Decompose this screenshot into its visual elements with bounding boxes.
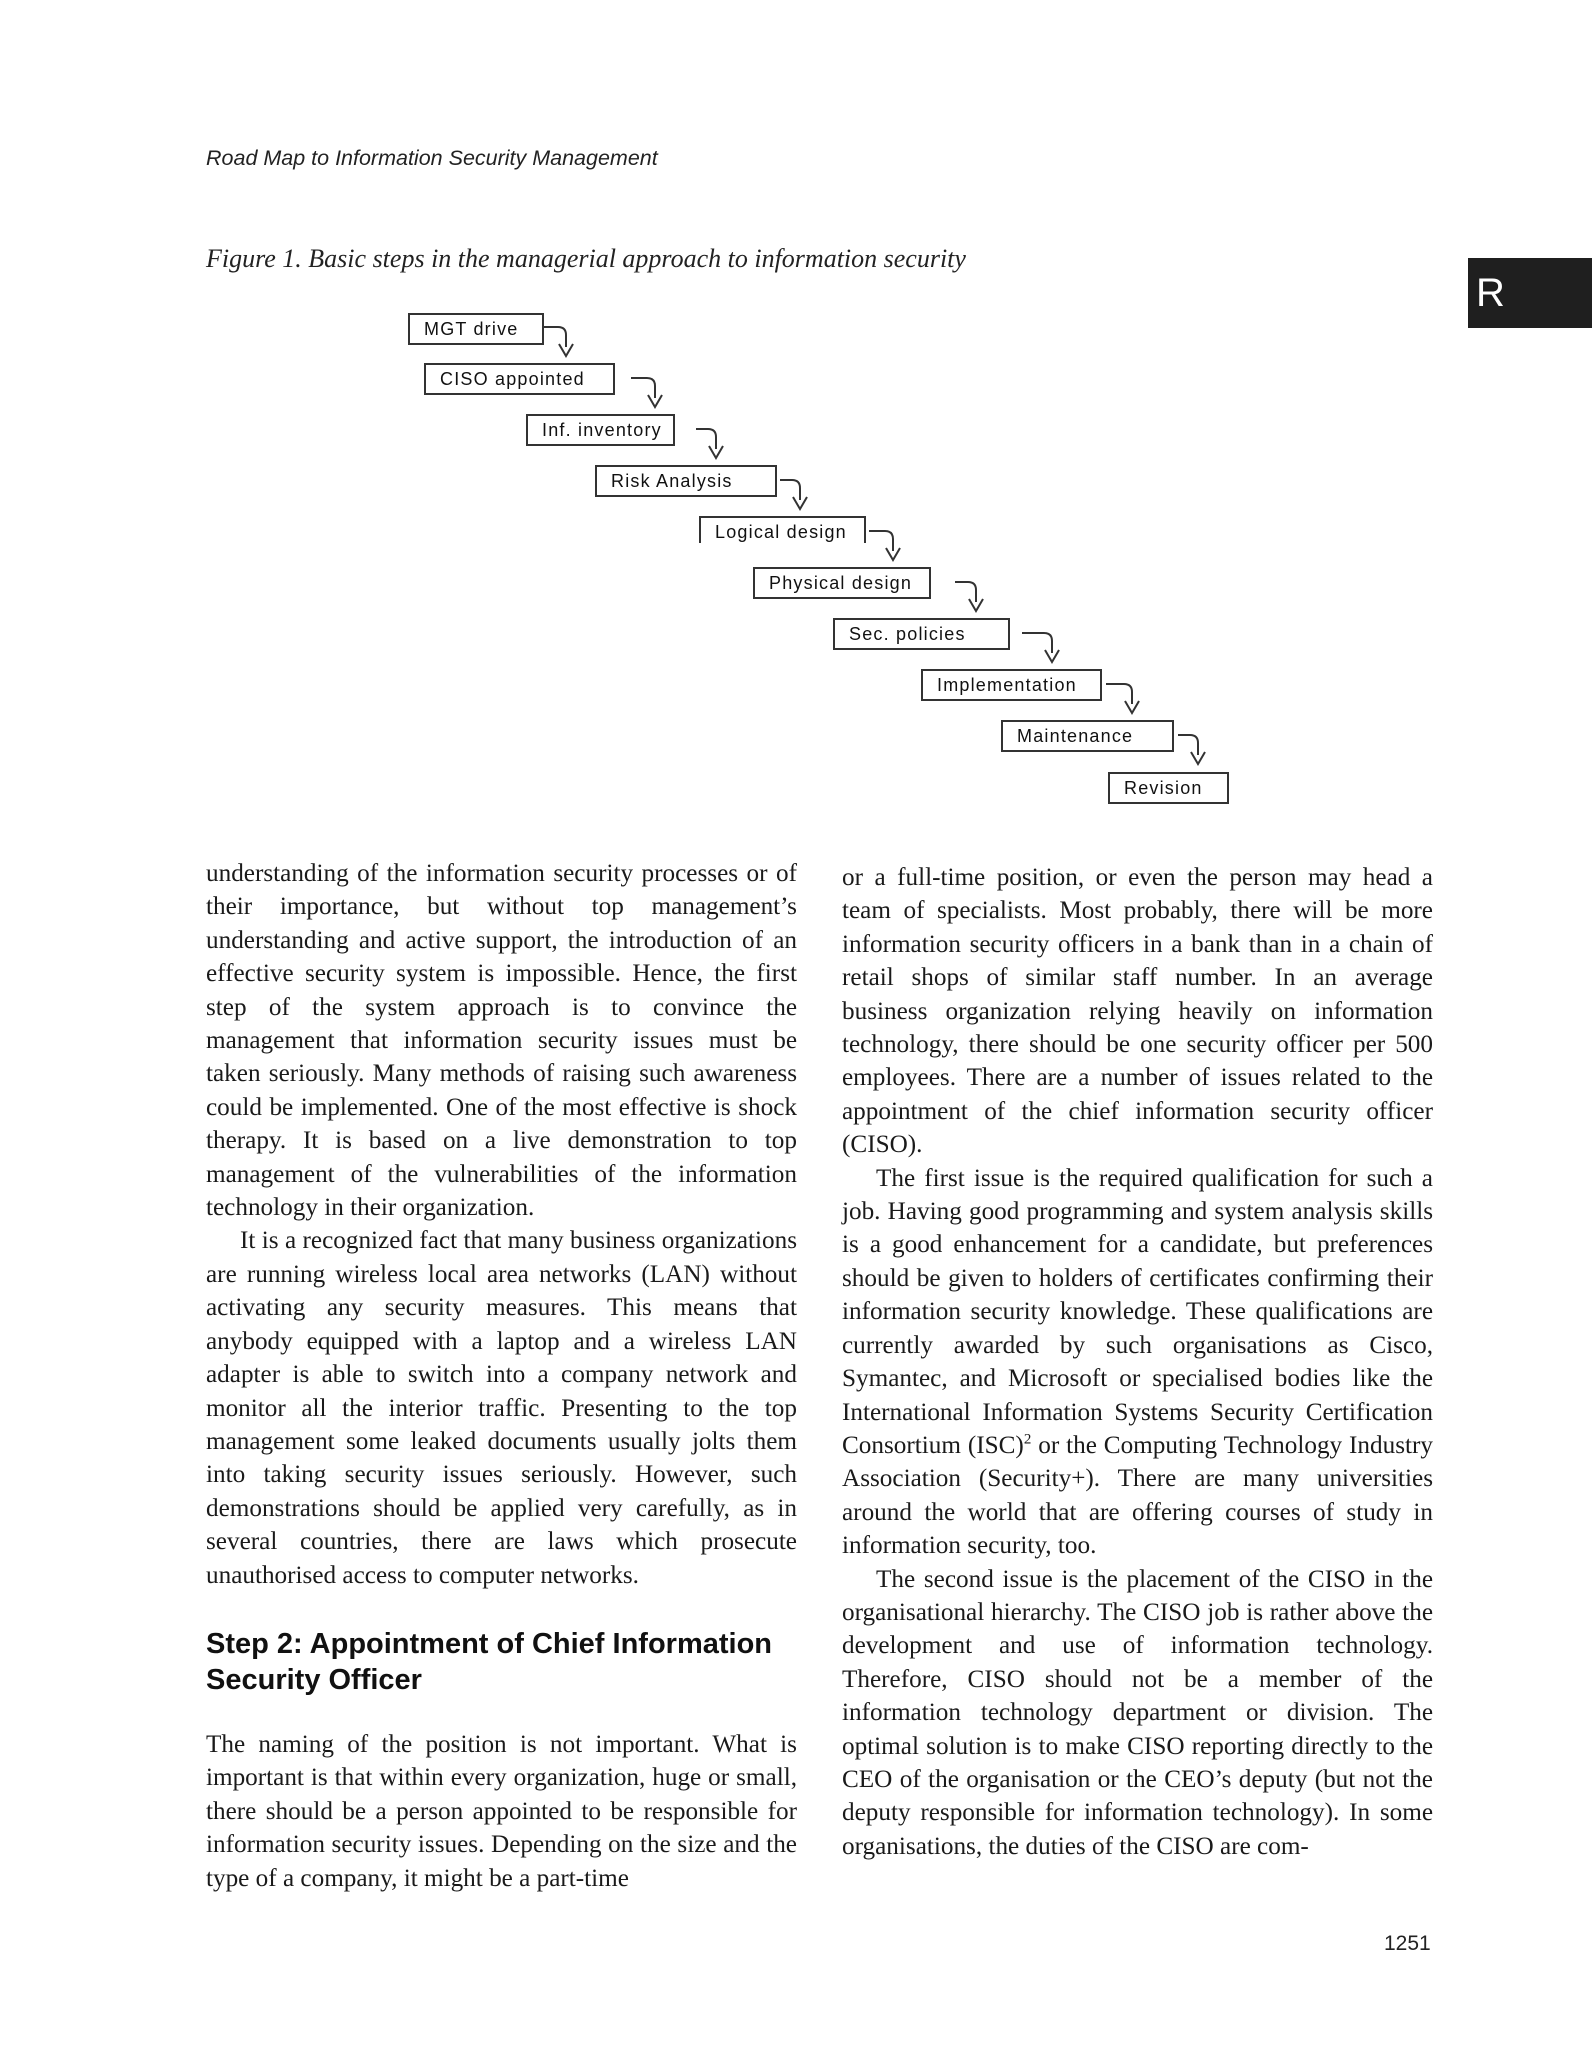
arrow-4-icon: [780, 480, 807, 509]
body-paragraph: [842, 1162, 1433, 1563]
left-column: [206, 857, 797, 1895]
arrow-3-icon: [696, 429, 723, 458]
footnote-superscript: 2: [1023, 1431, 1032, 1448]
step-box-maintenance: Maintenance: [1001, 720, 1174, 752]
section-heading: Step 2: Appointment of Chief Information Security Officer: [206, 1627, 772, 1696]
arrow-8-icon: [1106, 684, 1139, 713]
running-header: Road Map to Information Security Management: [206, 146, 658, 170]
body-paragraph: It is a recognized fact that many business organizations are running wireless local area networks (LAN) without activating any security measures. This means that anybody equipped with a laptop and a wireless LAN adapter is able to switch into a company network and monitor all the interior traffic. Presenting to the top management some leaked documents usually jolts them into taking security issues seriously. However, such demonstrations should be applied very carefully, as in several countries, there are laws which prosecute unauthorised access to computer networks.: [206, 1227, 797, 1589]
step-box-implementation: Implementation: [921, 669, 1102, 701]
paragraph-text: or the Computing Technology Industry Association (Security+). There are many universities around the world that are offering courses of study in information security, too.: [842, 1431, 1433, 1560]
step-box-physical-design: Physical design: [753, 567, 931, 599]
step-box-sec-policies: Sec. policies: [833, 618, 1010, 650]
figure-caption: Figure 1. Basic steps in the managerial approach to information security: [206, 244, 966, 273]
arrow-5-icon: [869, 531, 900, 560]
arrow-6-icon: [955, 582, 983, 611]
arrow-1-icon: [544, 327, 573, 356]
body-paragraph: or a full-time position, or even the person may head a team of specialists. Most probably, there will be more information security officers in a bank than in a chain of retail shops of similar staff number. In an average business organization relying heavily on information technology, there should be one security officer per 500 employees. There are a number of issues related to the appointment of the chief information security officer (CISO).: [842, 864, 1433, 1159]
page-number: 1251: [1384, 1932, 1431, 1955]
arrow-9-icon: [1178, 735, 1205, 764]
paragraph-text: The first issue is the required qualification for such a job. Having good programming and system analysis skills is a good enhancement for a candidate, but preferences should be given to holders of certificates confirming their information security knowledge. These qualifications are currently awarded by such organisations as Cisco, Symantec, and Microsoft or specialised bodies like the International Information Systems Security Certification Consortium (ISC): [842, 1164, 1433, 1459]
step-box-logical-design: Logical design: [699, 516, 866, 543]
arrow-7-icon: [1022, 633, 1059, 662]
body-paragraph: The naming of the position is not important. What is important is that within every organization, huge or small, there should be a person appointed to be responsible for information security issues. Depending on the size and the type of a company, it might be a part-time: [206, 1730, 797, 1892]
arrow-2-icon: [631, 378, 662, 407]
step-box-mgt-drive: MGT drive: [408, 313, 544, 345]
flow-arrows: [0, 0, 1592, 820]
section-tab: R: [1468, 258, 1592, 328]
step-box-risk-analysis: Risk Analysis: [595, 465, 777, 497]
step-box-ciso-appointed: CISO appointed: [424, 363, 615, 395]
body-paragraph: The second issue is the placement of the CISO in the organisational hierarchy. The CISO job is rather above the development and use of information technology. Therefore, CISO should not be a member of the information technology department or division. The optimal solution is to make CISO reporting directly to the CEO of the organisation or the CEO’s deputy (but not the deputy responsible for information technology). In some organisations, the duties of the CISO are com-: [842, 1565, 1433, 1860]
right-column: [842, 861, 1433, 1863]
step-box-revision: Revision: [1108, 772, 1229, 804]
step-box-inf-inventory: Inf. inventory: [526, 414, 675, 446]
body-paragraph: understanding of the information security processes or of their importance, but without top management’s understanding and active support, the introduction of an effective security system is impossible. Hence, the first step of the system approach is to convince the management that information security issues must be taken seriously. Many methods of raising such awareness could be implemented. One of the most effective is shock therapy. It is based on a live demonstration to top management of the vulnerabilities of the information technology in their organization.: [206, 860, 797, 1222]
